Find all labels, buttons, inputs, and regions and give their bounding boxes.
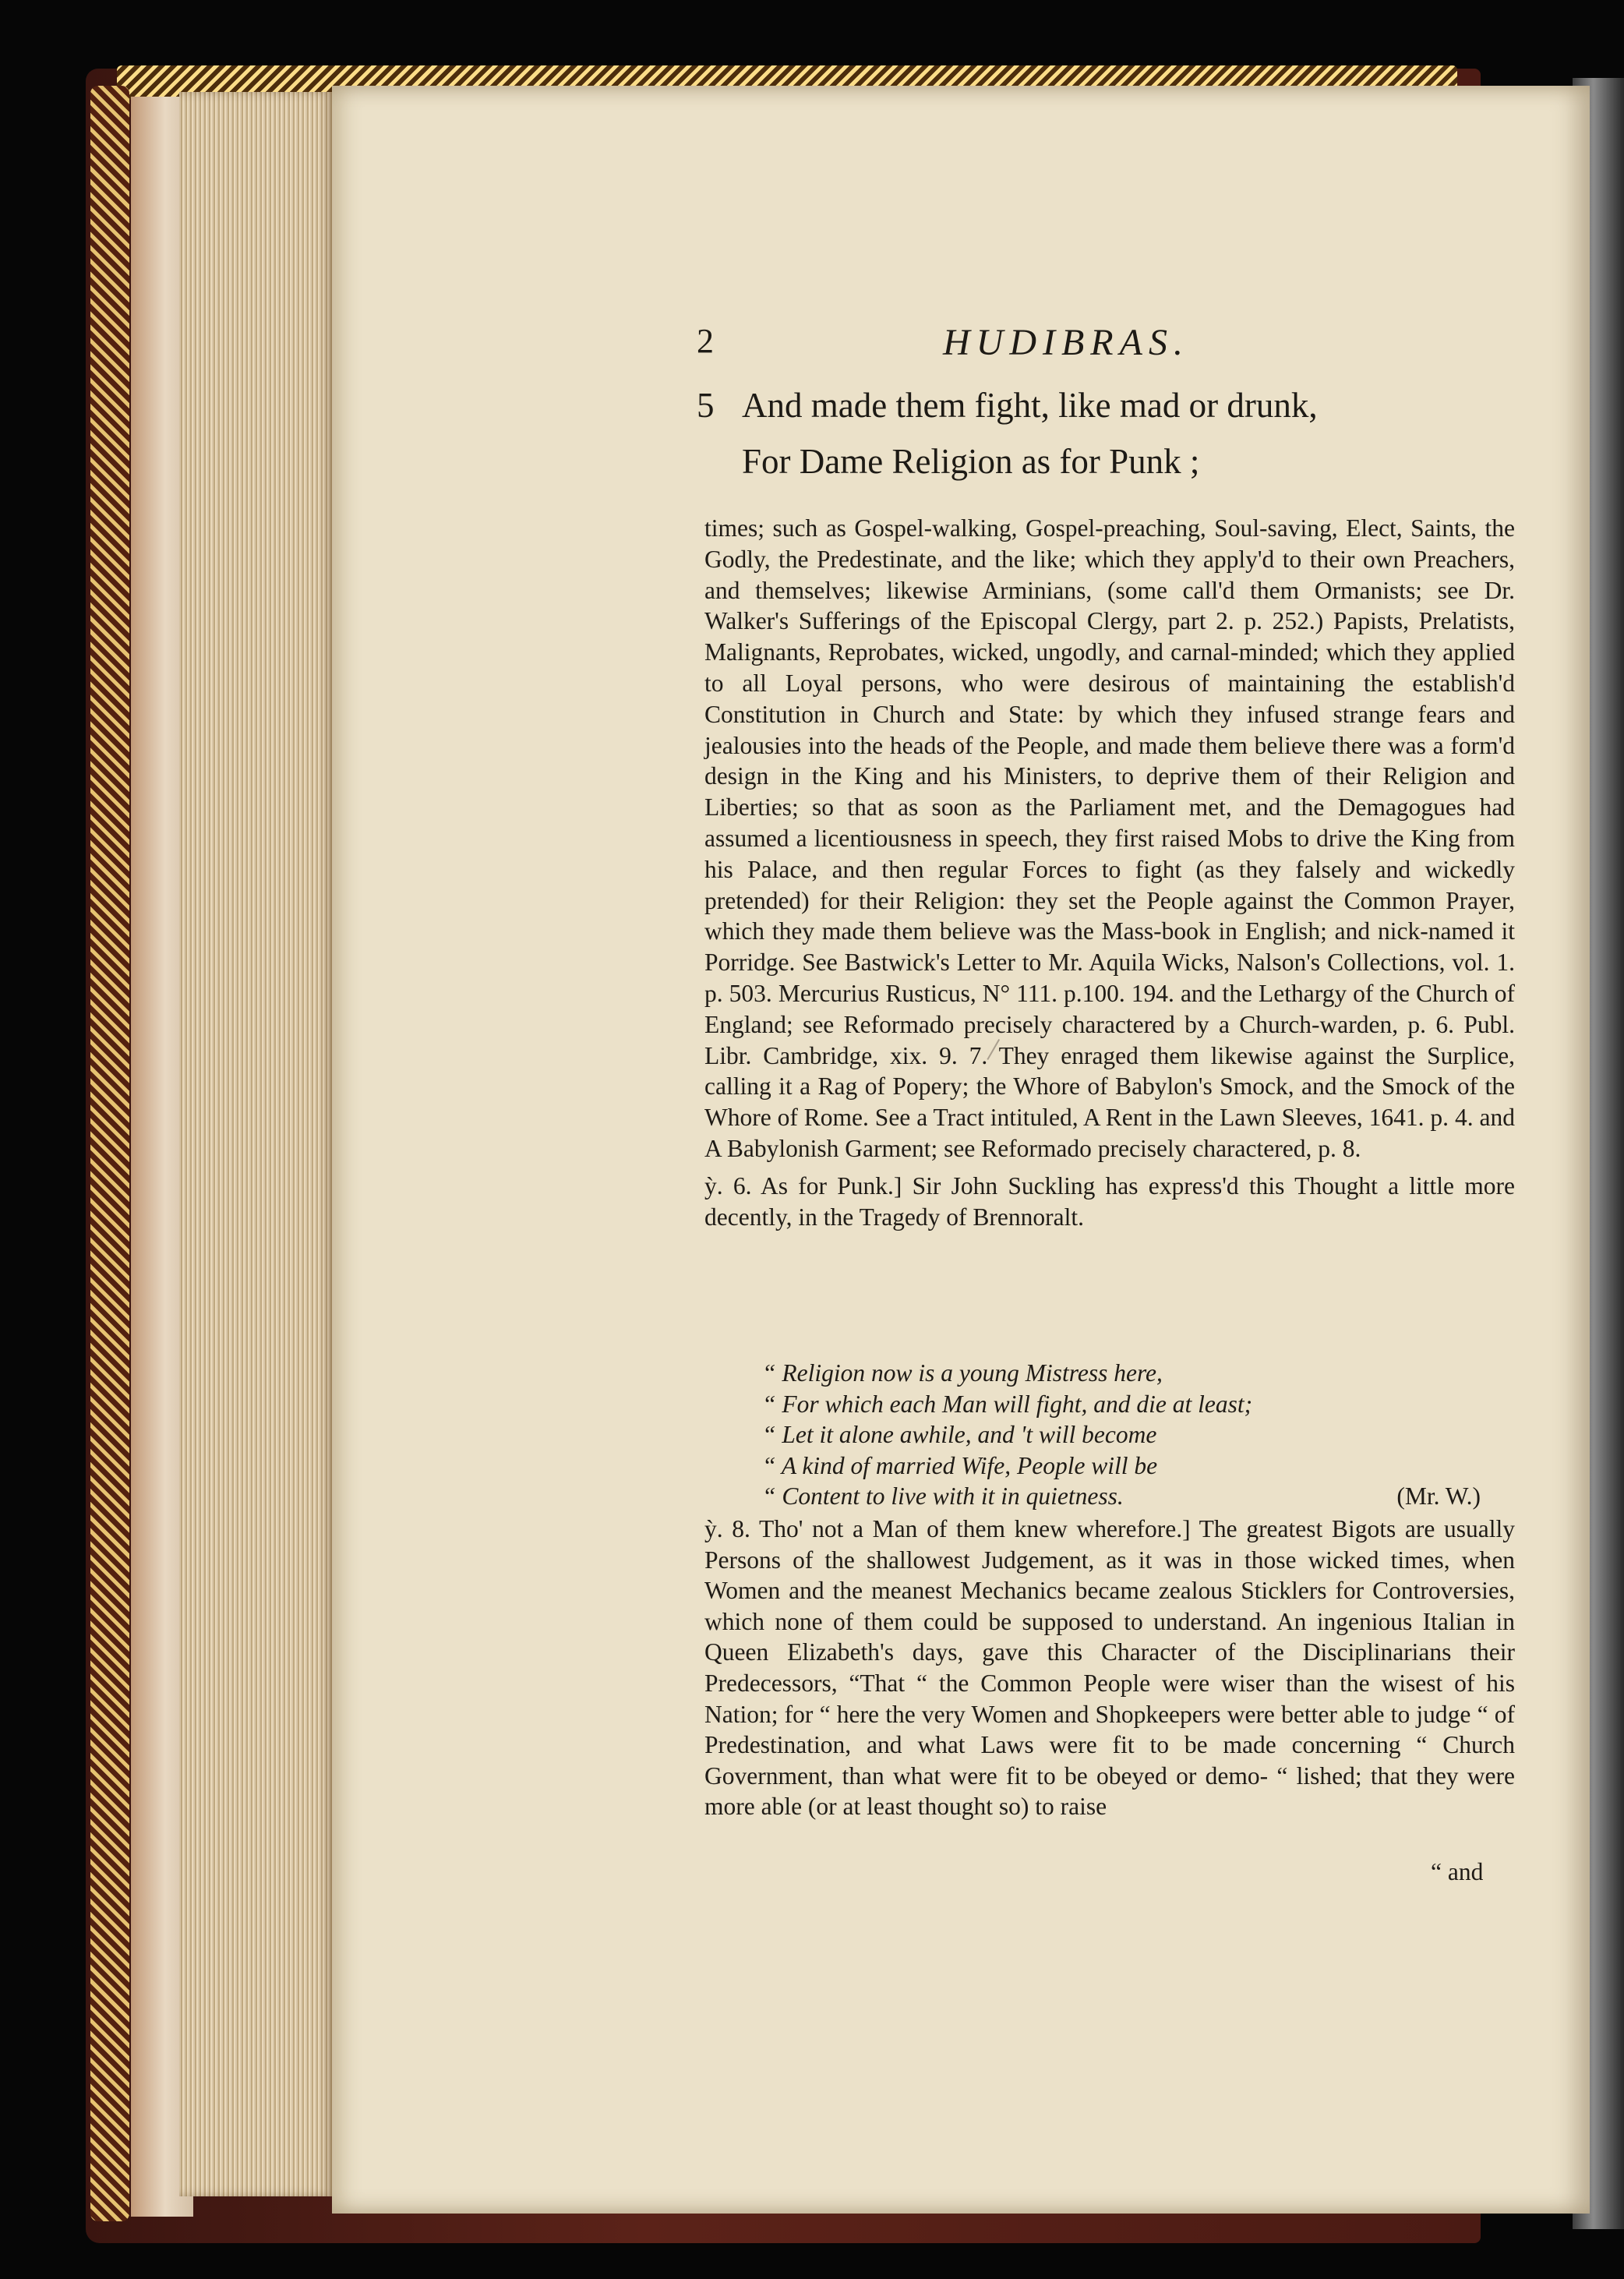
- gilt-border-left: [90, 86, 129, 2221]
- annotation-notes: [704, 513, 1515, 1238]
- verse-block: [697, 377, 1484, 489]
- quote-attribution: (Mr. W.): [1396, 1482, 1481, 1510]
- verse-line: [697, 377, 1484, 433]
- annotation-notes-continued: [704, 1514, 1515, 1822]
- page-edges: [179, 92, 334, 2196]
- quote-line: “ Content to live with it in quietness. (Mr. W.): [762, 1481, 1510, 1512]
- verse-text: For Dame Religion as for Punk ;: [742, 442, 1200, 481]
- verse-text: And made them fight, like mad or drunk,: [742, 386, 1318, 425]
- quote-line: “ A kind of married Wife, People will be: [762, 1451, 1158, 1479]
- running-title: HUDIBRAS.: [943, 322, 1189, 363]
- quote-line: “ For which each Man will fight, and die at least;: [762, 1390, 1253, 1418]
- note-paragraph: times; such as Gospel-walking, Gospel-preaching, Soul-saving, Elect, Saints, the Godly, the Predestinate, and the like; which they apply'd to their own Preachers, and themselves; likewise Arminians, (some call'd them Ormanists; see Dr. Walker's Sufferings of the Episcopal Clergy, part 2. p. 252.) Papists, Prelatists, Malignants, Reprobates, wicked, ungodly, and carnal-minded; which they applied to all Loyal persons, who were desirous of maintaining the establish'd Constitution in Church and State: by which they infused strange fears and jealousies into the heads of the People, and made them believe there was a form'd design in the King and his Ministers, to deprive them of their Religion and Liberties; so that as soon as the Parliament met, and the Demagogues had assumed a licentiousness in speech, they first raised Mobs to drive the King from his Palace, and then regular Forces to fight (as they falsely and wickedly pretended) for their Religion: they set the People against the Common Prayer, which they made them believe was the Mass-book in English; and nick-named it Porridge. See Bastwick's Letter to Mr. Aquila Wicks, Nalson's Collections, vol. 1. p. 503. Mercurius Rusticus, N° 111. p.100. 194. and the Lethargy of the Church of England; see Reformado precisely charactered by a Church-warden, p. 6. Publ. Libr. Cambridge, xix. 9. 7. They enraged them likewise against the Surplice, calling it a Rag of Popery; the Whore of Babylon's Smock, and the Smock of the Whore of Rome. See a Tract intituled, A Rent in the Lawn Sleeves, 1641. p. 4. and A Babylonish Garment; see Reformado precisely charactered, p. 8.: [704, 514, 1515, 1162]
- verse-line: [697, 433, 1484, 489]
- page-number: 2: [697, 322, 714, 360]
- note-paragraph: ỳ. 6. As for Punk.] Sir John Suckling has express'd this Thought a little more decently, in the Tragedy of Brennoralt.: [704, 1171, 1515, 1231]
- note-paragraph: ỳ. 8. Tho' not a Man of them knew wherefore.] The greatest Bigots are usually Persons of the shallowest Judgement, as it was in those wicked times, when Women and the meanest Mechanics became zealous Sticklers for Controversies, which none of them could be supposed to understand. An ingenious Italian in Queen Elizabeth's days, gave this Character of the Disciplinarians their Predecessors, “That “ the Common People were wiser than the wisest of his Nation; for “ here the very Women and Shopkeepers were better able to judge “ of Predestination, and what Laws were fit to be made concerning “ Church Government, than what were fit to be obeyed or demo- “ lished; that they were more able (or at least thought so) to raise: [704, 1515, 1515, 1821]
- quoted-verse: [762, 1358, 1510, 1512]
- page-header: [697, 321, 1297, 368]
- catchword: “ and: [1431, 1858, 1484, 1885]
- quote-line: “ Religion now is a young Mistress here,: [762, 1359, 1163, 1387]
- line-number: 5: [697, 386, 715, 425]
- quote-line: “ Let it alone awhile, and 't will become: [762, 1421, 1157, 1448]
